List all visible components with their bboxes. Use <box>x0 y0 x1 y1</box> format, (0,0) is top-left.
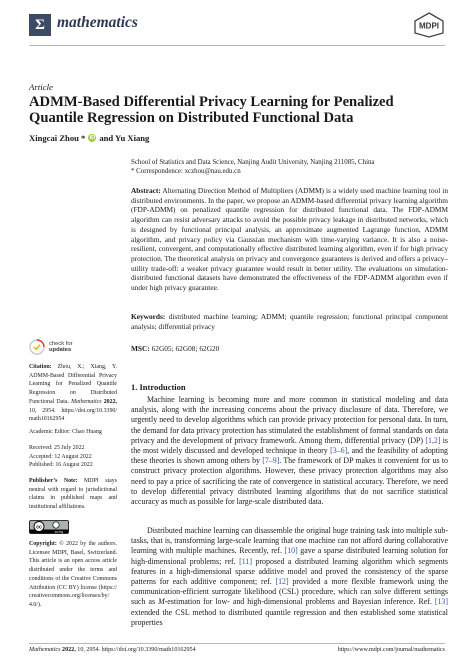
keywords-text: distributed machine learning; ADMM; quantile regression; functional principal component analysis; differential privacy <box>131 312 448 331</box>
author-1: Xingcai Zhou * <box>29 133 86 143</box>
publisher-note-text: MDPI stays neutral with regard to jurisdictional claims in published maps and institutional affiliations. <box>29 478 117 511</box>
footer-journal-url[interactable]: https://www.mdpi.com/journal/mathematics <box>337 647 445 653</box>
intro-paragraph-1 <box>131 395 448 507</box>
text-run: . The framework of DP makes it convenient for us to construct privacy protection algorithms. However, these privacy protection algorithms may also need to pay a price of sacrificing the rate of convergence in statistical accuracy. Therefore, we need to develop differential privacy distributed learning algorithms that do not sacrifice statistical accuracy as much as possible for large-scale distributed data. <box>131 456 448 507</box>
keywords <box>131 312 448 331</box>
publisher-note-label: Publisher’s Note: <box>29 478 78 484</box>
accepted-date: Accepted: 12 August 2022 <box>29 453 92 460</box>
copyright-notice <box>29 540 117 610</box>
check-for-updates-button[interactable] <box>29 339 73 355</box>
section-heading: 1. Introduction <box>131 382 186 392</box>
footer-year: 2022, <box>62 647 76 653</box>
publication-dates <box>29 444 117 470</box>
reference-link[interactable]: [11] <box>239 556 252 566</box>
footer-citation <box>29 647 196 653</box>
correspondence: * Correspondence: xczhou@nau.edu.cn <box>131 168 241 176</box>
text-run: Distributed machine learning can disassemble the original huge training task into multiple sub-tasks, that is, transforming large-scale learning that one machine can not afford during collaborative learning with multiple machines. Recently, ref. <box>131 526 448 556</box>
reference-link[interactable]: [10] <box>284 546 298 556</box>
cc-badge-text: cc by <box>54 530 64 534</box>
published-date: Published: 16 August 2022 <box>29 462 93 469</box>
text-run: Machine learning is becoming more and more common in statistical modeling and data analysis, along with the increasing concerns about the privacy disclosure of data. Therefore, we urgently need to develop algorithms which can provide privacy protection for personal data. In turn, the demand for data privacy protection has stimulated the establishment of formal standards on data privacy and the development of privacy framework. Among them, differential privacy (DP) <box>131 395 448 445</box>
cc-by-license-icon[interactable] <box>29 520 69 534</box>
orcid-icon[interactable]: iD <box>89 135 96 141</box>
citation-year: 2022, <box>103 398 117 405</box>
citation-doi[interactable]: 10, 2954. https://doi.org/10.3390/ math10162954 <box>29 407 117 423</box>
check-for-updates-icon <box>29 339 45 355</box>
text-run: extended the CSL method to distributed quantile regression and then established some statistical properties <box>131 607 448 627</box>
msc-codes: 62G05; 62G08; 62G20 <box>151 344 220 353</box>
mdpi-logo-icon <box>413 12 445 38</box>
publisher-note <box>29 477 117 512</box>
text-run: provided a more flexible framework using the communication-efficient surrogate likelihood (CSL) procedure, which can solve different settings such as <box>131 577 449 607</box>
text-run: gave a sparse distributed learning solution for high-dimensional problems; ref. <box>131 546 448 566</box>
check-line-2: updates <box>49 347 72 353</box>
abstract <box>131 186 448 293</box>
math-symbol: M <box>158 597 165 607</box>
reference-link[interactable]: [7–9] <box>262 456 280 466</box>
abstract-label: Abstract: <box>131 186 161 195</box>
keywords-label: Keywords: <box>131 312 166 321</box>
text-run: proposed a distributed learning algorithm which segments features in a high-dimensional sparse additive model and proved the consistency of the sparse patterns for each additive component; ref. <box>131 556 448 587</box>
footer-divider <box>29 643 445 644</box>
reference-link[interactable]: [1,2] <box>425 435 441 445</box>
citation-label: Citation: <box>29 364 52 370</box>
intro-paragraph-2 <box>131 526 448 628</box>
citation-journal: Mathematics <box>71 398 102 405</box>
reference-link[interactable]: [12] <box>275 577 289 587</box>
text-run: is the most widely discussed and developed technique in theory <box>131 435 448 456</box>
abstract-text: Alternating Direction Method of Multipliers (ADMM) is a widely used machine learning tool in distributed environments. In the paper, we propose an ADMM-based differential privacy learning algorithm (FDP-ADMM) on penalized quantile regression for distributed functional data. The FDP-ADMM algorithm can resist adversary attacks to avoid the possible privacy leakage in distributed networks, which is designed by functional principal analysis, an approximate augmented Lagrange function, ADMM algorithm, and privacy policy via Gaussian mechanism with time-varying variance. It is also a noise-resilient, convergent, and computationally effective distributed learning algorithm, even if for high privacy protection. The theoretical analysis on privacy and convergence guarantees is derived and offers a privacy–utility trade-off: a weaker privacy guarantee would result in better utility. The evaluations on simulation-distributed functional datasets have demonstrated the effectiveness of the FDP-ADMM algorithm even if under high privacy guarantee. <box>131 186 448 293</box>
citation-text: Zhou, X.; Xiang, Y. ADMM-Based Differential Privacy Learning for Penalized Quantile Regression on Distributed Functional Data. <box>29 364 117 405</box>
copyright-text: © 2022 by the authors. Licensee MDPI, Basel, Switzerland. This article is an open access article distributed under the terms and conditions of the Creative Commons Attribution (CC BY) license (https:// creativecommons.org/licenses/by/ 4.0/). <box>29 541 117 608</box>
journal-logo-icon: Σ <box>29 14 51 36</box>
journal-name: mathematics <box>57 14 138 31</box>
received-date: Received: 25 July 2022 <box>29 445 85 451</box>
copyright-label: Copyright: <box>29 541 57 547</box>
mdpi-logo-text: MDPI <box>419 21 439 31</box>
text-run: , and the feasibility of adopting these theories is shown among others by <box>131 446 448 466</box>
svg-text:cc: cc <box>36 524 42 531</box>
check-for-updates-label <box>49 341 73 354</box>
msc <box>131 344 219 353</box>
affiliation: School of Statistics and Data Science, Nanjing Audit University, Nanjing 211085, China <box>131 159 375 166</box>
affiliation-block <box>131 158 375 176</box>
citation <box>29 363 117 424</box>
footer-doi[interactable]: 10, 2954. https://doi.org/10.3390/math10162954 <box>77 647 196 653</box>
authors-line <box>29 133 149 143</box>
header-divider <box>29 45 445 46</box>
footer-journal: Mathematics <box>29 647 61 653</box>
author-2: and Yu Xiang <box>99 133 150 143</box>
academic-editor: Academic Editor: Chao Huang <box>29 429 102 435</box>
article-title: ADMM-Based Differential Privacy Learning for Penalized Quantile Regression on Distributed Functional Data <box>29 94 394 127</box>
article-type: Article <box>29 82 53 92</box>
msc-label: MSC: <box>131 344 150 353</box>
reference-link[interactable]: [13] <box>434 597 449 607</box>
check-line-1: check for <box>49 340 73 347</box>
text-run: -estimation for low- and high-dimensional problems and Bayesian inference. Ref. <box>164 597 435 607</box>
reference-link[interactable]: [3–6] <box>330 446 348 456</box>
